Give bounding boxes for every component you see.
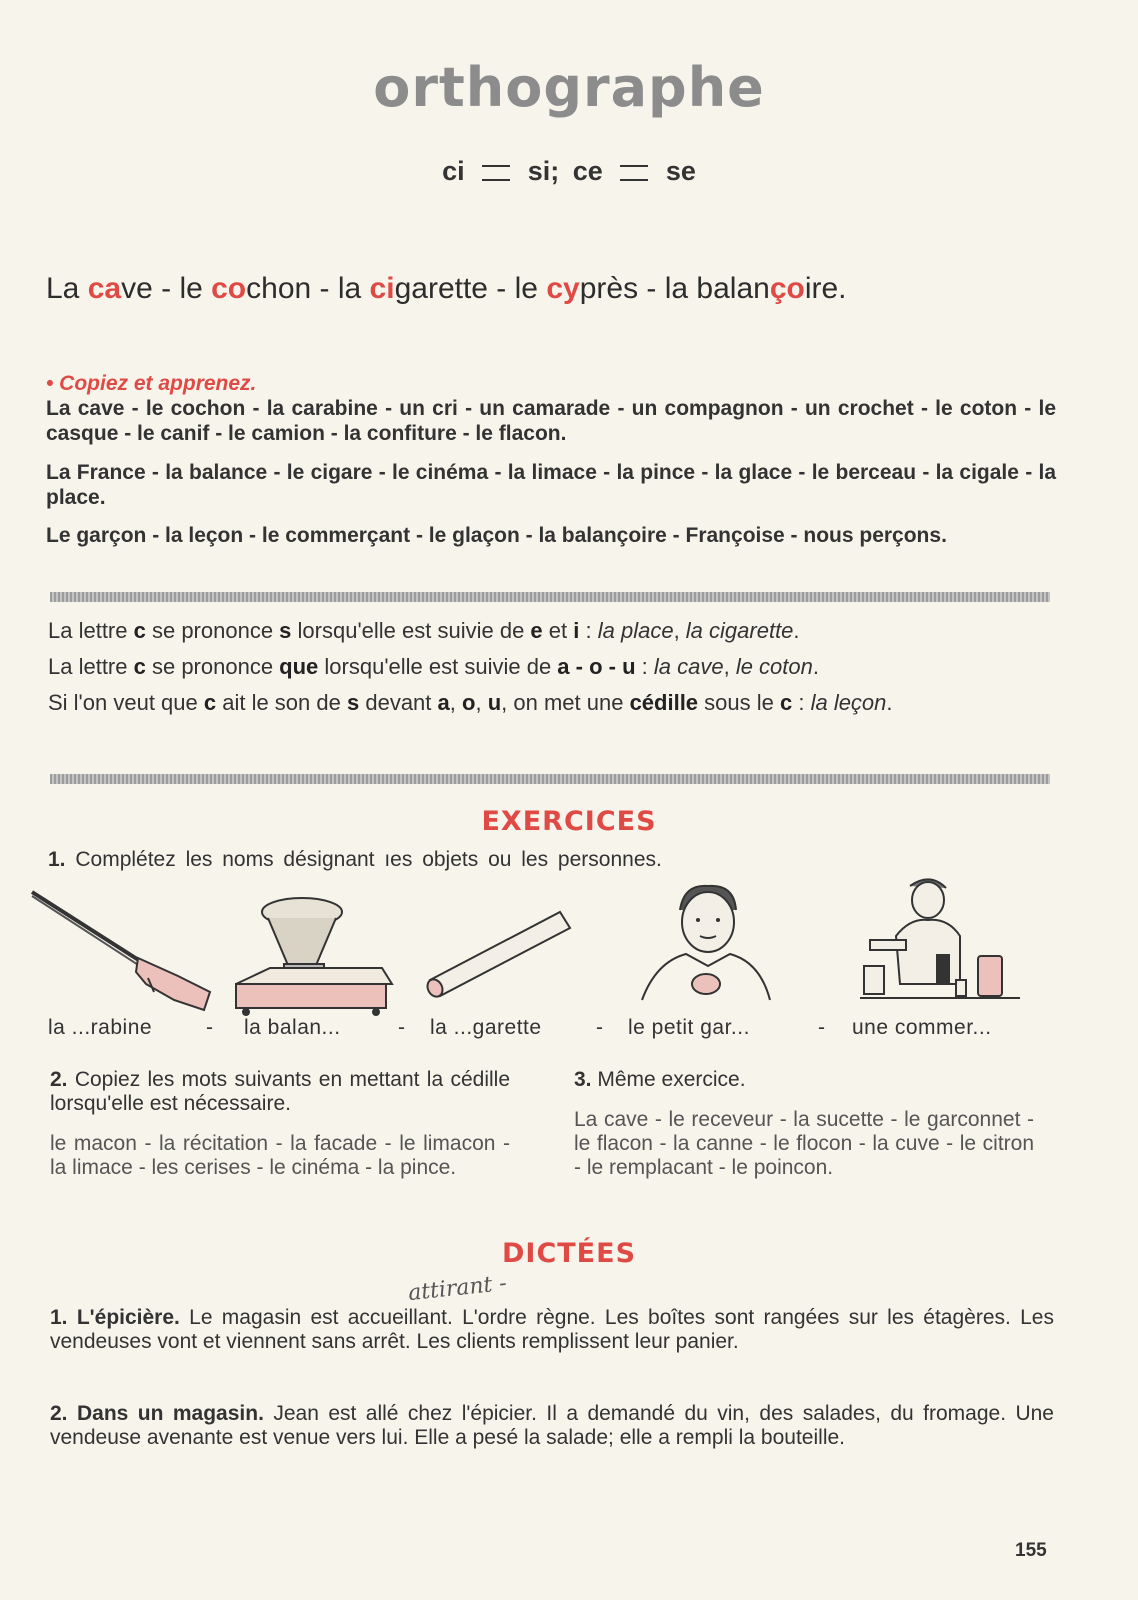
exercices-heading: EXERCICES — [481, 806, 657, 837]
divider — [50, 774, 1050, 784]
dictee-1: 1. L'épicière. Le magasin est accueillant. L'ordre règne. Les boîtes sont rangées sur les étagères. Les vendeuses vont et viennent sans arrêt. Les clients remplissent leur panier. — [50, 1306, 1054, 1353]
example-text: chon - la — [246, 272, 370, 305]
word-list-1: La cave - le cochon - la carabine - un cri - un camarade - un compagnon - un crochet - le coton - le casque - le canif - le camion - la confiture - le flacon. — [46, 397, 1056, 445]
caption-dash: - — [818, 1016, 826, 1039]
caption-dash: - — [206, 1016, 214, 1039]
equals-sign-icon — [482, 165, 510, 181]
exercise-2-words: le macon - la récitation - la facade - le limacon - la limace - les cerises - le cinéma - la pince. — [50, 1132, 510, 1179]
exercise-2-instruction: 2. Copiez les mots suivants en mettant la cédille lorsqu'elle est nécessaire. — [50, 1068, 510, 1115]
divider — [50, 592, 1050, 602]
caption-boy: le petit gar... — [628, 1016, 750, 1039]
rule-1: La lettre c se prononce s lorsqu'elle est suivie de e et i : la place, la cigarette. — [48, 618, 800, 643]
exercise-3-words: La cave - le receveur - la sucette - le garconnet - le flacon - la canne - le flocon - la cuve - le citron - le remplacant - le poincon. — [574, 1108, 1034, 1179]
example-text: ve - le — [121, 272, 212, 305]
dictees-heading: DICTÉES — [501, 1238, 637, 1269]
example-sentence — [46, 272, 847, 306]
example-text: garette - le — [394, 272, 547, 305]
page-title: orthographe — [373, 56, 765, 119]
caption-scale: la balan... — [244, 1016, 341, 1039]
subtitle-rule — [0, 156, 1138, 187]
example-text: près - la balan — [579, 272, 770, 305]
caption-cigarette: la ...garette — [430, 1016, 542, 1039]
handwritten-annotation: attirant - — [406, 1270, 508, 1307]
example-highlight: ço — [769, 272, 805, 305]
example-text: ire. — [804, 272, 847, 305]
rule-2: La lettre c se prononce que lorsqu'elle est suivie de a - o - u : la cave, le coton. — [48, 654, 819, 679]
example-highlight: ca — [87, 272, 122, 305]
dictee-2: 2. Dans un magasin. Jean est allé chez l'épicier. Il a demandé du vin, des salades, du fromage. Une vendeuse avenante est venue vers lui. Elle a pesé la salade; elle a rempli la bouteille. — [50, 1402, 1054, 1449]
example-highlight: co — [211, 272, 247, 305]
example-text: La — [46, 272, 88, 305]
page-number: 155 — [1015, 1540, 1047, 1561]
exercise-1-instruction: 1. Complétez les noms désignant ıes objets ou les personnes. — [48, 848, 662, 871]
shopkeeper-icon — [860, 874, 1030, 1006]
rule-3: Si l'on veut que c ait le son de s devant a, o, u, on met une cédille sous le c : la leçon. — [48, 690, 893, 715]
copy-instruction: • Copiez et apprenez. — [46, 372, 257, 395]
caption-dash: - — [398, 1016, 406, 1039]
scale-icon — [232, 892, 402, 1022]
equals-sign-icon — [620, 165, 648, 181]
cigarette-icon — [420, 900, 580, 1000]
caption-dash: - — [596, 1016, 604, 1039]
subtitle-se: se — [665, 156, 696, 186]
boy-icon — [636, 880, 776, 1010]
example-highlight: cy — [546, 272, 580, 305]
subtitle-ce: ce — [572, 156, 603, 186]
subtitle-ci: ci — [442, 156, 465, 186]
word-list-3: Le garçon - la leçon - le commerçant - le glaçon - la balançoire - Françoise - nous perçons. — [46, 524, 947, 547]
caption-shopkeeper: une commer... — [852, 1016, 992, 1039]
rifle-icon — [28, 888, 218, 1018]
exercise-3-instruction: 3. Même exercice. — [574, 1068, 746, 1091]
caption-rifle: la ...rabine — [48, 1016, 153, 1039]
example-highlight: ci — [369, 272, 395, 305]
subtitle-si: si; — [527, 156, 560, 186]
word-list-2: La France - la balance - le cigare - le cinéma - la limace - la pince - la glace - le berceau - la cigale - la place. — [46, 461, 1056, 509]
